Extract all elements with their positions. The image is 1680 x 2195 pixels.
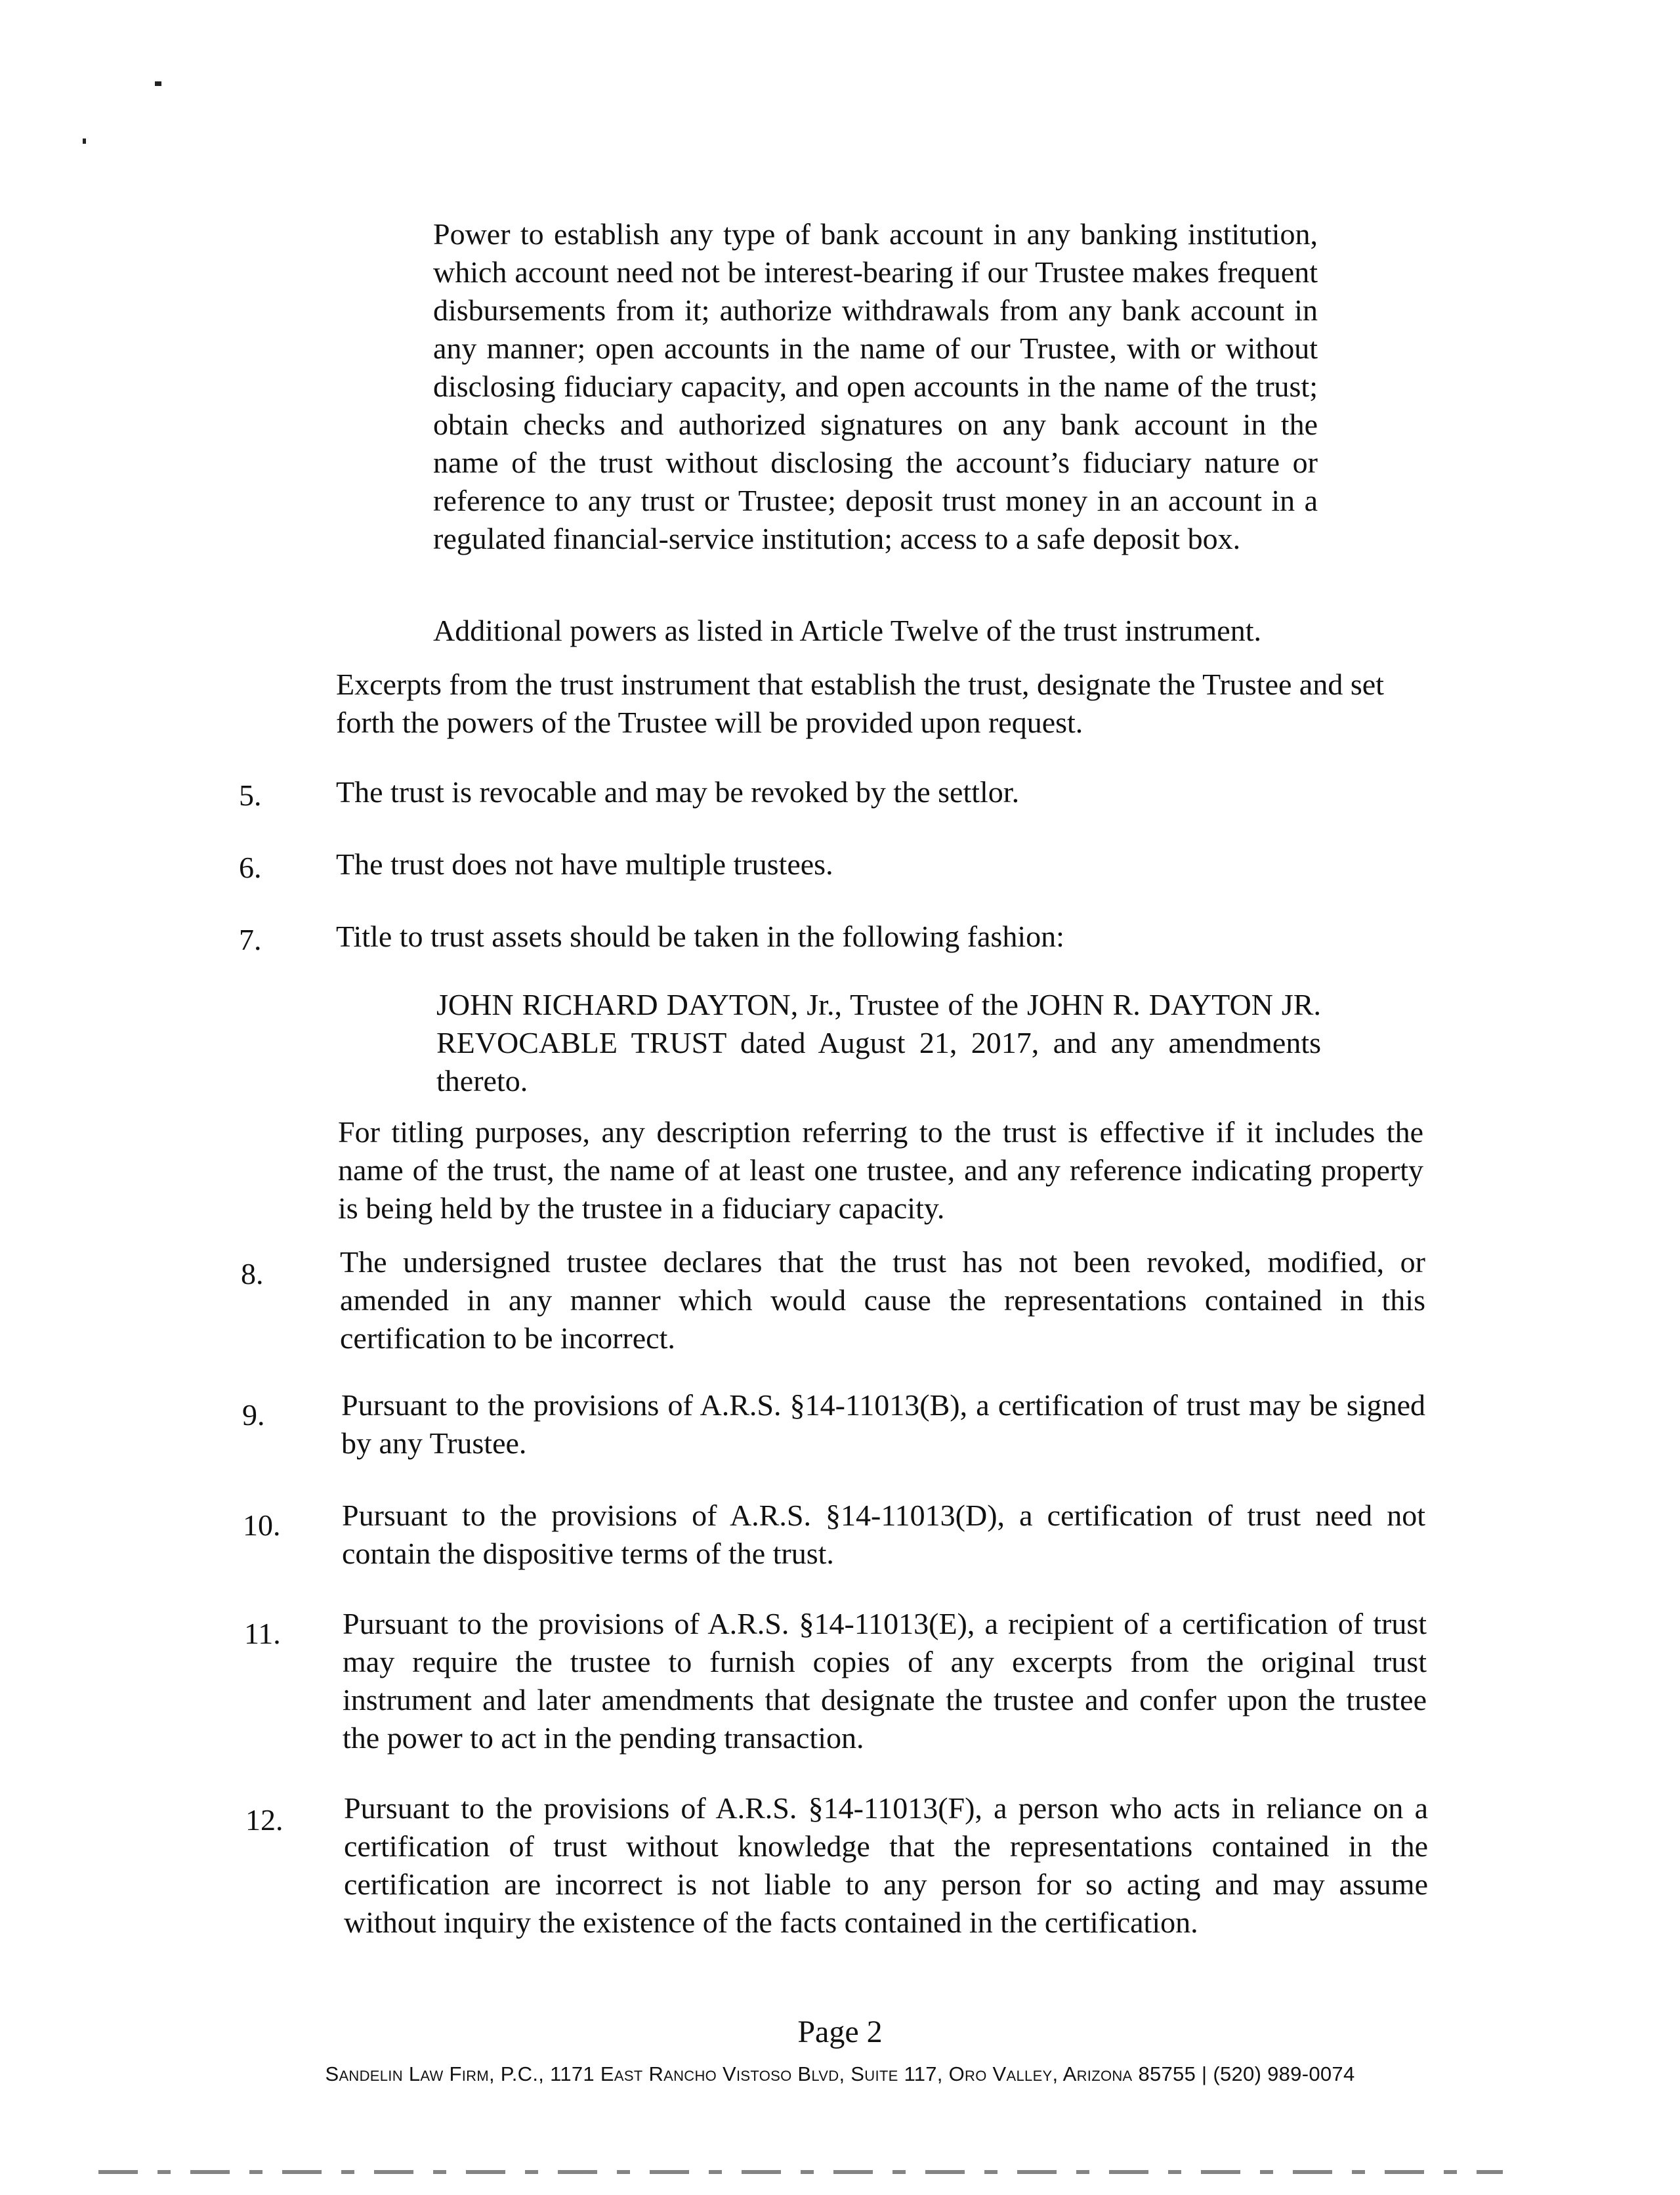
item-text: Pursuant to the provisions of A.R.S. §14-11013(E), a recipient of a certification of trust may require the trustee to furnish copies of any excerpts from the original trust instrument and later amendments that designate the trustee and confer upon the trustee the power to act in the pending transaction.: [343, 1607, 1427, 1755]
title-format: JOHN RICHARD DAYTON, Jr., Trustee of the JOHN R. DAYTON JR. REVOCABLE TRUST dated August 21, 2017, and any amendments thereto.: [436, 988, 1321, 1098]
item-number: 7.: [239, 923, 262, 956]
scan-speck: [155, 81, 161, 86]
item-number: 8.: [241, 1257, 264, 1290]
item-text: Pursuant to the provisions of A.R.S. §14-11013(F), a person who acts in reliance on a certification of trust without knowledge that the representations contained in the certification are incorrect is not liable to any person for so acting and may assume without inquiry the existence of the facts contained in the certification.: [344, 1791, 1428, 1939]
item-text: The trust is revocable and may be revoked by the settlor.: [336, 775, 1020, 809]
titling-purposes: For titling purposes, any description referring to the trust is effective if it includes the name of the trust, the name of at least one trustee, and any reference indicating property is being held by the trustee in a fiduciary capacity.: [338, 1115, 1423, 1225]
scan-artifact-dashes: [98, 2170, 1503, 2174]
excerpts-paragraph: Excerpts from the trust instrument that establish the trust, designate the Trustee and set forth the powers of the Trustee will be provided upon request.: [336, 668, 1384, 739]
item-number: 12.: [245, 1803, 284, 1837]
item-number: 10.: [243, 1508, 281, 1542]
item-text: Pursuant to the provisions of A.R.S. §14-11013(D), a certification of trust need not contain the dispositive terms of the trust.: [342, 1499, 1425, 1570]
item-number: 9.: [242, 1398, 265, 1432]
item-text: The undersigned trustee declares that the trust has not been revoked, modified, or amended in any manner which would cause the representations contained in this certification to be incorrect.: [340, 1245, 1425, 1355]
item-number: 11.: [244, 1617, 281, 1650]
powers-paragraph: Power to establish any type of bank account in any banking institution, which account need not be interest-bearing if our Trustee makes frequent disbursements from it; authorize withdrawals from any bank account in any manner; open accounts in the name of our Trustee, with or without disclosing fiduciary capacity, and open accounts in the name of the trust; obtain checks and authorized signatures on any bank account in the name of the trust without disclosing the account’s fiduciary nature or reference to any trust or Trustee; deposit trust money in an account in a regulated financial-service institution; access to a safe deposit box.: [433, 217, 1318, 555]
item-number: 6.: [239, 851, 262, 884]
item-number: 5.: [239, 778, 262, 812]
item-text: The trust does not have multiple trustees.: [336, 847, 833, 881]
item-text: Title to trust assets should be taken in the following fashion:: [336, 920, 1064, 953]
additional-powers: Additional powers as listed in Article Twelve of the trust instrument.: [433, 614, 1261, 647]
scan-speck: [83, 139, 86, 144]
firm-footer: Sandelin Law Firm, P.C., 1171 East Rancho Vistoso Blvd, Suite 117, Oro Valley, Arizona 85755 | (520) 989-0074: [325, 2062, 1355, 2085]
item-text: Pursuant to the provisions of A.R.S. §14-11013(B), a certification of trust may be signed by any Trustee.: [341, 1388, 1425, 1460]
page-number: Page 2: [797, 2014, 883, 2049]
